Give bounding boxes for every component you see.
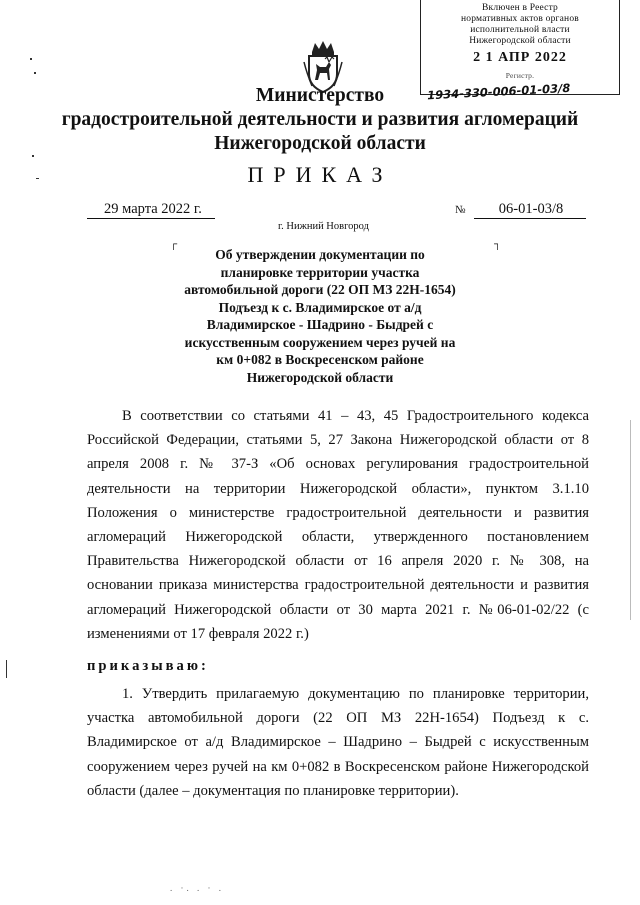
margin-mark (32, 155, 34, 157)
subject-line: км 0+082 в Воскресенском районе (216, 352, 424, 367)
preamble-paragraph: В соответствии со статьями 41 – 43, 45 Градостроительного кодекса Российской Федерации, статьями 5, 27 Закона Нижегородской области от 8 апреля 2008 г. № 37-З «Об основах регулирования градостроительной деятельности на территории Нижегородской области», пунктом 3.1.10 Положения о министерстве градостроительной деятельности и развития агломераций Нижегородской области, утвержденного постановлением Правительства Нижегородской области от 16 апреля 2020 г. № 308, на основании приказа министерства градостроительной деятельности и развития агломераций Нижегородской области от 30 марта 2021 г. №06-01-02/22 (с изменениями от 17 февраля 2022 г.) (87, 408, 589, 642)
stamp-registration-number: 1934-330-006-01-03/8 (426, 80, 571, 103)
stamp-line-4: Нижегородской области (469, 36, 571, 46)
ministry-name-line-2: градостроительной деятельности и развития агломераций (61, 109, 579, 130)
margin-mark (30, 58, 32, 60)
stamp-line-3: исполнительной власти (470, 25, 570, 35)
number-label: № (455, 204, 466, 216)
footer-scan-marks: . ·. . · . (170, 883, 224, 893)
subject-line: планировке территории участка (220, 264, 420, 280)
margin-mark (630, 420, 631, 620)
subject-line: Подъезд к с. Владимирское от а/д (218, 299, 422, 315)
document-number: 06-01-03/8 (498, 201, 564, 217)
document-subject (150, 246, 490, 386)
corner-bracket-right: ┐ (494, 239, 502, 250)
subject-line: Нижегородской области (246, 369, 394, 385)
stamp-line-2: нормативных актов органов (461, 14, 579, 24)
corner-bracket-left: ┌ (170, 239, 178, 250)
document-date: 29 марта 2022 г. (104, 201, 202, 217)
subject-line: искусственным сооружением через ручей на (184, 334, 456, 350)
subject-line: автомобильной дороги (22 ОП МЗ 22Н-1654) (184, 282, 456, 297)
date-underline (87, 218, 215, 219)
subject-line: Об утверждении документации по (215, 247, 425, 262)
document-type-title: ПРИКАЗ (247, 162, 393, 187)
order-item-1: 1. Утвердить прилагаемую документацию по планировке территории, участка автомобильной дороги (22 ОП МЗ 22Н-1654) Подъезд к с. Владимирское от а/д Владимирское – Шадрино – Быдрей с искусственным сооружением через ручей на км 0+082 в Воскресенском районе Нижегородской области (далее – документация по планировке территории). (87, 686, 589, 799)
number-underline (474, 218, 586, 219)
city-name: г. Нижний Новгород (278, 221, 369, 232)
margin-mark (6, 660, 7, 678)
subject-line: Владимирское - Шадрино - Быдрей с (206, 317, 434, 332)
ministry-name-line-3: Нижегородской области (214, 133, 426, 154)
ministry-name-line-1: Министерство (255, 85, 385, 106)
registry-stamp (420, 0, 620, 103)
stamp-date: 2 1 АПР 2022 (473, 50, 567, 65)
order-word: приказываю: (87, 658, 209, 674)
margin-mark (36, 178, 39, 179)
stamp-reg-label: Регистр. (505, 71, 535, 80)
margin-mark (34, 72, 36, 74)
stamp-line-1: Включен в Реестр (481, 3, 558, 13)
